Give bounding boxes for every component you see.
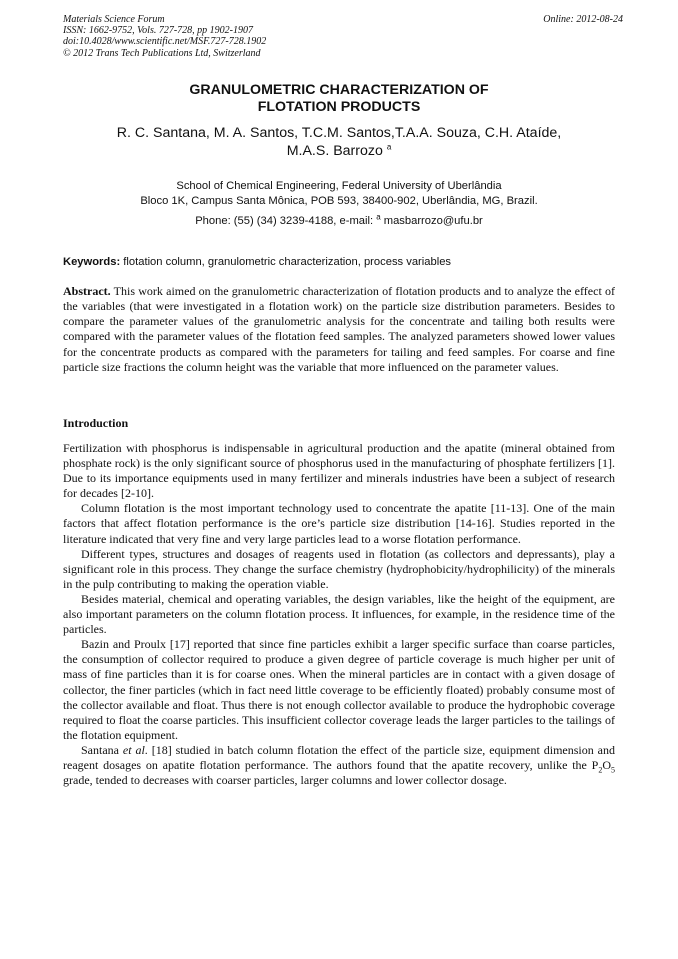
p2o5-sub-5: 5 xyxy=(611,765,615,775)
intro-paragraph-2: Column flotation is the most important technology used to concentrate the apatite [11-13]. One of the main factors that affect flotation performance is the ore’s particle size distribution [14-16]. Studies reported in the literature indicated that very fine and very large particles lead to a worse flotation performance. xyxy=(63,501,615,546)
abstract xyxy=(63,284,615,375)
intro-paragraph-5: Bazin and Proulx [17] reported that since fine particles exhibit a larger specific surface than coarse particles, the consumption of collector required to produce a given degree of particle coverage is much higher per unit of mass of fine particles than it is for coarse ones. When the mineral particles are in contact with a given dosage of collector, the finer particles (which in fact need little coverage to be efficiently floated) probably consume most of the collector available and float. Thus there is not enough collector available to produce the hydrophobic coverage required to float the coarse particles. This insufficient collector coverage leads the larger particles to the tailings of the flotation equipment. xyxy=(63,637,615,742)
abstract-text: This work aimed on the granulometric characterization of flotation products and to analyze the effect of the variables (that were investigated in a flotation work) on the particle size distribution parameters. Besides to compare the parameter values of the granulometric analysis for the concentrate and tailing both results were compared with the parameter values of the flotation feed samples. The analyzed parameters showed lower values for the concentrate products as compared with the parameters for tailing and feed samples. For coarse and fine particle size fractions the column height was the variable that more influenced on the parameter values. xyxy=(63,284,615,374)
authors-line-1: R. C. Santana, M. A. Santos, T.C.M. Santos,T.A.A. Souza, C.H. Ataíde, xyxy=(116,125,562,141)
title-line-1: GRANULOMETRIC CHARACTERIZATION OF xyxy=(189,82,489,98)
online-date: Online: 2012-08-24 xyxy=(543,14,623,25)
paper-title xyxy=(63,82,615,115)
authors-line-2 xyxy=(63,143,615,161)
p6-author: Santana xyxy=(81,742,123,757)
copyright-line: © 2012 Trans Tech Publications Ltd, Switzerland xyxy=(63,47,261,59)
p6-oxygen: O xyxy=(602,757,611,772)
keywords-label: Keywords: xyxy=(63,256,121,268)
abstract-label: Abstract. xyxy=(63,284,111,298)
contact-line xyxy=(63,214,615,228)
p2o5-sub-2: 2 xyxy=(598,765,603,775)
p6-text-a: . [18] studied in batch column flotation the effect of the particle size, equipment dimension and reagent dosages on apatite flotation performance. The authors found that the apatite recovery, unlike the P xyxy=(63,742,615,772)
issn-line: ISSN: 1662-9752, Vols. 727-728, pp 1902-1907 xyxy=(63,25,253,37)
journal-header xyxy=(63,14,623,59)
intro-paragraph-4: Besides material, chemical and operating variables, the design variables, like the height of the equipment, are also important parameters on the column flotation process. It influences, for example, in the residence time of the particles. xyxy=(63,591,615,637)
p6-etal: et al xyxy=(122,742,145,757)
doi-line: doi:10.4028/www.scientific.net/MSF.727-728.1902 xyxy=(63,36,267,48)
introduction-body xyxy=(63,441,615,788)
keywords-text: flotation column, granulometric characterization, process variables xyxy=(120,256,452,268)
intro-paragraph-6 xyxy=(63,743,615,788)
email-address[interactable]: masbarrozo@ufu.br xyxy=(380,215,483,227)
author-barrozo: M.A.S. Barrozo xyxy=(286,142,383,159)
author-affiliation-mark: a xyxy=(386,141,392,151)
email-affiliation-mark: a xyxy=(376,212,381,222)
journal-name: Materials Science Forum xyxy=(63,14,165,25)
keywords xyxy=(63,255,618,269)
affiliation-line-1: School of Chemical Engineering, Federal University of Uberlândia xyxy=(176,180,502,192)
title-line-2: FLOTATION PRODUCTS xyxy=(257,98,421,115)
introduction-heading: Introduction xyxy=(63,416,129,430)
author-list xyxy=(63,125,615,160)
phone-text: Phone: (55) (34) 3239-4188, e-mail: xyxy=(195,215,377,227)
p6-text-b: grade, tended to decreases with coarser particles, larger columns and lower collector dosage. xyxy=(63,773,507,788)
intro-paragraph-3: Different types, structures and dosages of reagents used in flotation (as collectors and depressants), play a significant role in this process. They change the surface chemistry (hydrophobicity/hydrophilicity) of the minerals in the pulp contributing to making the operation viable. xyxy=(63,546,615,591)
affiliation-line-2: Bloco 1K, Campus Santa Mônica, POB 593, 38400-902, Uberlândia, MG, Brazil. xyxy=(140,195,538,207)
intro-paragraph-1: Fertilization with phosphorus is indispensable in agricultural production and the apatite (mineral obtained from phosphate rock) is the only significant source of phosphorus used in the manufacturing of phosphate fertilizers [1]. Due to its importance equipments used in many fertilizer and minerals industries have been a subject of research for decades [2-10]. xyxy=(63,441,615,501)
